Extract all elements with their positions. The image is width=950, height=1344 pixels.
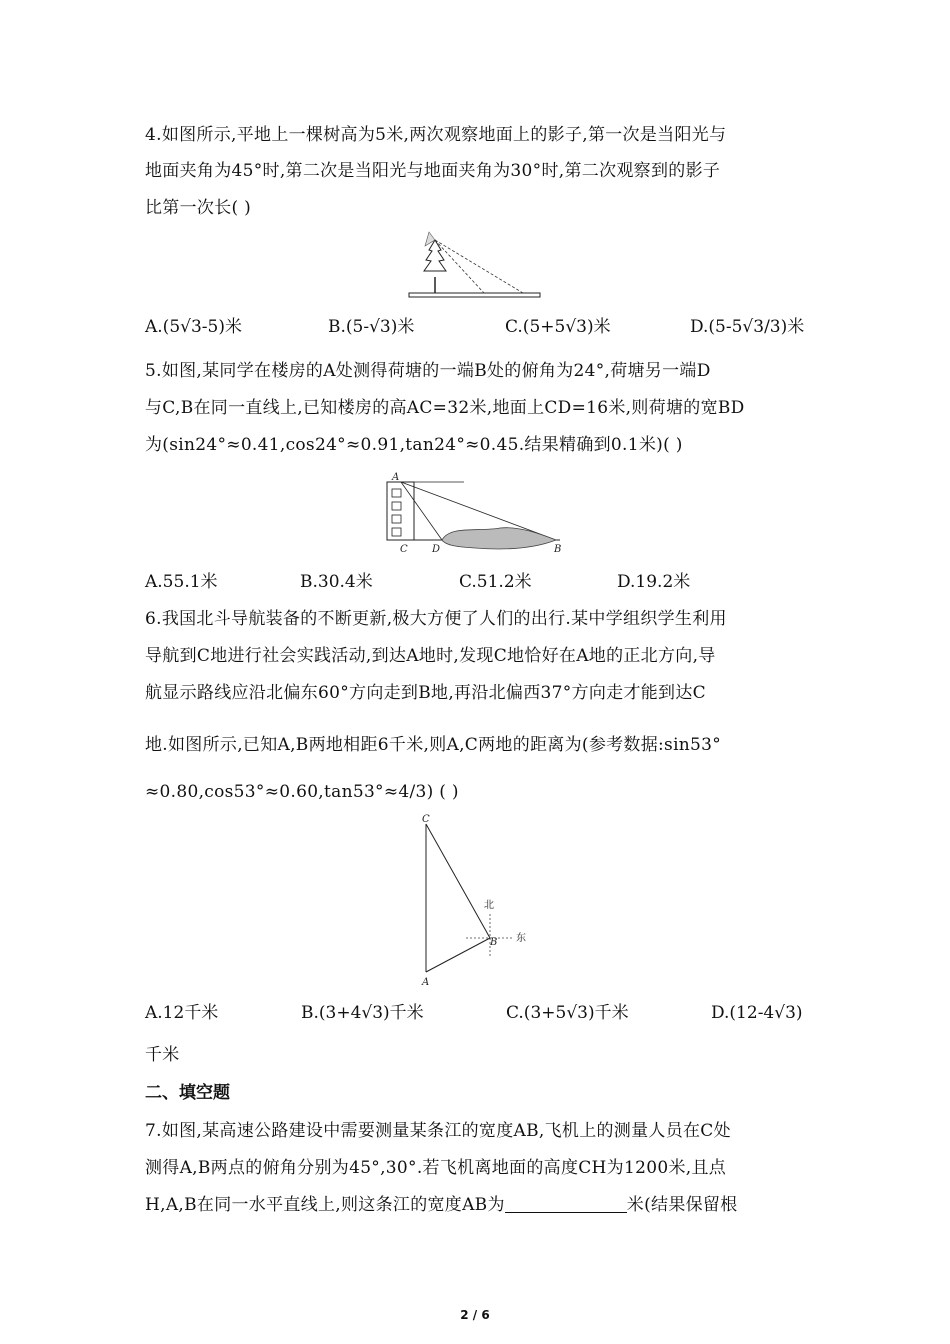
q4-line-1: 4.如图所示,平地上一棵树高为5米,两次观察地面上的影子,第一次是当阳光与 xyxy=(145,125,727,145)
line-cb xyxy=(426,824,490,938)
q4-option-a: A.(5√3-5)米 xyxy=(145,317,242,337)
q5-line-3: 为(sin24°≈0.41,cos24°≈0.91,tan24°≈0.45.结果精确到0.1米)( ) xyxy=(145,435,683,455)
q6-option-d-wrap: 千米 xyxy=(145,1045,180,1065)
q6-line-3: 航显示路线应沿北偏东60°方向走到B地,再沿北偏西37°方向走才能到达C xyxy=(145,683,706,703)
label-north: 北 xyxy=(484,900,494,911)
q6-option-c: C.(3+5√3)千米 xyxy=(506,1003,629,1023)
label-d: D xyxy=(432,544,441,555)
pond xyxy=(442,528,556,549)
q4-option-b: B.(5-√3)米 xyxy=(328,317,415,337)
q7-line-2: 测得A,B两点的俯角分别为45°,30°.若飞机离地面的高度CH为1200米,且点 xyxy=(145,1158,727,1178)
page-number: 2 / 6 xyxy=(460,1308,490,1322)
label-east: 东 xyxy=(516,933,526,944)
q7-line-1: 7.如图,某高速公路建设中需要测量某条江的宽度AB,飞机上的测量人员在C处 xyxy=(145,1121,731,1141)
q5-line-2: 与C,B在同一直线上,已知楼房的高AC=32米,地面上CD=16米,则荷塘的宽BD xyxy=(145,398,745,418)
building-window xyxy=(392,528,401,536)
q5-line-1: 5.如图,某同学在楼房的A处测得荷塘的一端B处的俯角为24°,荷塘另一端D xyxy=(145,361,711,381)
q5-option-c: C.51.2米 xyxy=(459,572,532,592)
label-c: C xyxy=(400,544,408,555)
q4-option-c: C.(5+5√3)米 xyxy=(505,317,611,337)
ground-line xyxy=(409,293,540,297)
q7-line-3-after: 米(结果保留根 xyxy=(626,1195,738,1215)
q6-option-a: A.12千米 xyxy=(145,1003,219,1023)
q6-line-4: 地.如图所示,已知A,B两地相距6千米,则A,C两地的距离为(参考数据:sin53° xyxy=(145,735,722,755)
answer-blank[interactable] xyxy=(505,1196,627,1213)
ray-30 xyxy=(435,240,523,293)
label-b: B xyxy=(490,937,498,948)
building-window xyxy=(392,489,401,497)
q4-tree-figure xyxy=(405,228,545,300)
line-ab xyxy=(426,938,490,972)
q6-option-b: B.(3+4√3)千米 xyxy=(301,1003,424,1023)
q6-line-1: 6.我国北斗导航装备的不断更新,极大方便了人们的出行.某中学组织学生利用 xyxy=(145,609,727,629)
q4-line-2: 地面夹角为45°时,第二次是当阳光与地面夹角为30°时,第二次观察到的影子 xyxy=(145,161,721,181)
q6-line-2: 导航到C地进行社会实践活动,到达A地时,发现C地恰好在A地的正北方向,导 xyxy=(145,646,716,666)
q5-option-a: A.55.1米 xyxy=(145,572,218,592)
building-window xyxy=(392,502,401,510)
q6-direction-figure xyxy=(410,810,540,990)
label-a: A xyxy=(422,977,430,988)
building-window xyxy=(392,515,401,523)
q5-pond-figure xyxy=(380,470,570,555)
q5-option-b: B.30.4米 xyxy=(300,572,373,592)
q7-line-3 xyxy=(145,1193,738,1217)
q4-option-d: D.(5-5√3/3)米 xyxy=(690,317,805,337)
q5-option-d: D.19.2米 xyxy=(617,572,691,592)
label-b: B xyxy=(554,544,562,555)
label-a: A xyxy=(392,472,400,483)
q7-line-3-before: H,A,B在同一水平直线上,则这条江的宽度AB为 xyxy=(145,1195,505,1215)
q6-line-5: ≈0.80,cos53°≈0.60,tan53°≈4/3) ( ) xyxy=(145,782,459,802)
label-c: C xyxy=(422,814,430,825)
q4-line-3: 比第一次长( ) xyxy=(145,198,252,218)
section-title: 二、填空题 xyxy=(145,1083,230,1103)
q6-option-d: D.(12-4√3) xyxy=(711,1003,803,1023)
